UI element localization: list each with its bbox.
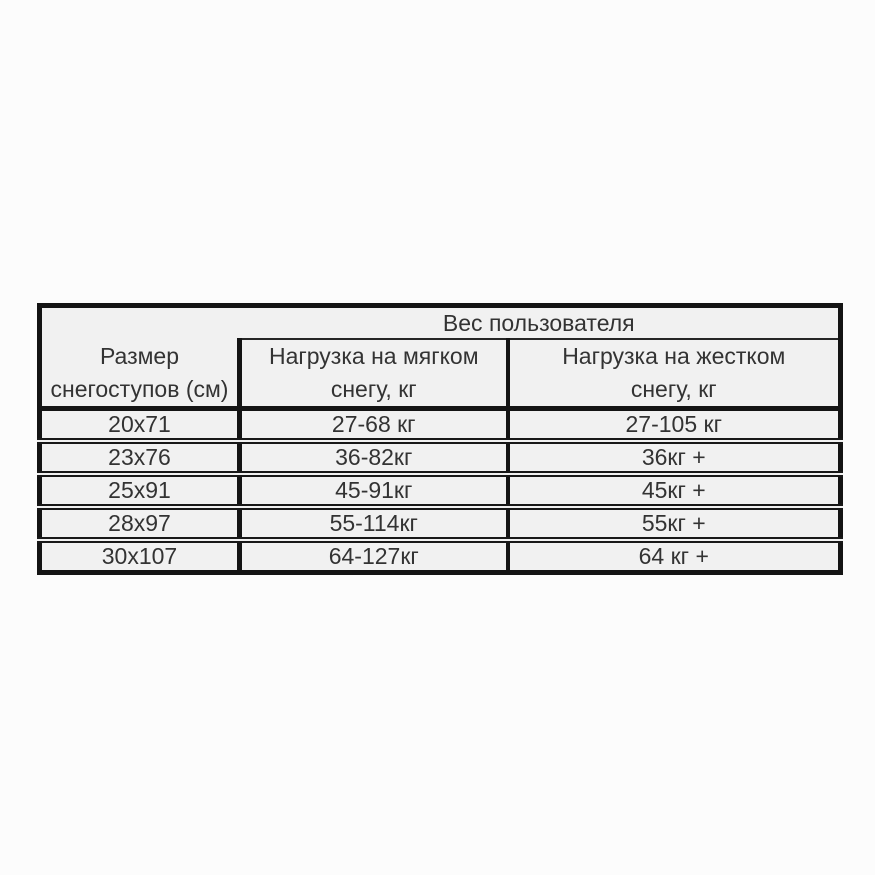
cell-soft-load: 64-127кг [240, 540, 508, 573]
cell-soft-load: 45-91кг [240, 474, 508, 507]
table-row [40, 507, 841, 540]
header-size-line1: Размер [99, 343, 180, 369]
cell-hard-load: 45кг + [508, 474, 841, 507]
table-row [40, 409, 841, 442]
cell-hard-load: 64 кг + [508, 540, 841, 573]
cell-hard-load: 27-105 кг [508, 409, 841, 442]
table-row [40, 441, 841, 474]
table-row [40, 540, 841, 573]
cell-size: 20x71 [108, 411, 171, 437]
cell-hard-load: 36кг + [508, 441, 841, 474]
cell-hard-load: 55кг + [508, 507, 841, 540]
snowshoe-size-table [37, 303, 843, 575]
cell-soft-load: 36-82кг [240, 441, 508, 474]
cell-soft-load: 55-114кг [240, 507, 508, 540]
header-size-line2: снегоступов (см) [50, 376, 229, 402]
header-cell-soft-snow [240, 339, 508, 409]
header-cell-user-weight: Вес пользователя [240, 306, 841, 340]
cell-size: 23x76 [40, 441, 240, 474]
header-cell-size [40, 306, 240, 409]
cell-size: 25x91 [40, 474, 240, 507]
header-soft-line1: Нагрузка на мягком [268, 343, 479, 369]
cell-size: 30x107 [40, 540, 240, 573]
cell-size: 28x97 [40, 507, 240, 540]
table-row [40, 474, 841, 507]
header-cell-hard-snow [508, 339, 841, 409]
cell-soft-load: 27-68 кг [240, 409, 508, 442]
header-soft-line2: снегу, кг [330, 376, 417, 402]
table-header-row-top [40, 306, 841, 340]
header-hard-line1: Нагрузка на жестком [562, 343, 786, 369]
header-hard-line2: снегу, кг [630, 376, 717, 402]
